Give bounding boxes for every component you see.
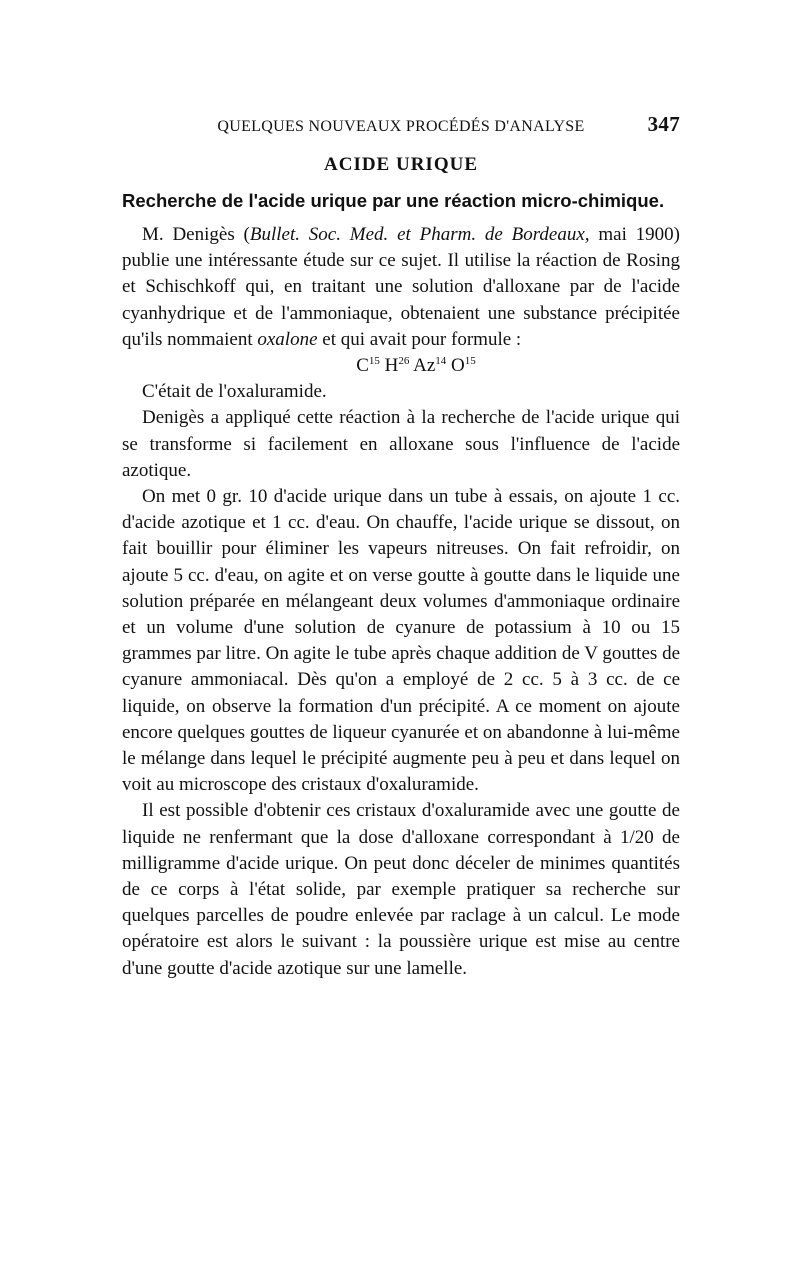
paragraph-2: C'était de l'oxaluramide. <box>142 381 327 403</box>
paragraph-1 <box>122 222 680 353</box>
formula-o: O <box>451 355 465 377</box>
p1-before: M. Denigès ( <box>142 224 250 245</box>
formula-o-count: 15 <box>464 355 476 368</box>
page-number: 347 <box>647 112 680 136</box>
chemical-formula <box>122 353 680 379</box>
paragraph-3: Denigès a appliqué cette réaction à la recherche de l'acide urique qui se transforme si facilement en alloxane sous l'influence de l'acide azotique. <box>122 407 680 481</box>
subheading: Recherche de l'acide urique par une réaction micro-chimique. <box>122 190 665 211</box>
formula-az-count: 14 <box>435 355 447 368</box>
running-title: QUELQUES NOUVEAUX PROCÉDÉS D'ANALYSE <box>217 118 585 135</box>
section-title: ACIDE URIQUE <box>324 154 478 175</box>
formula-h-count: 26 <box>398 355 410 368</box>
citation: Bullet. Soc. Med. et Pharm. de Bordeaux, <box>249 224 590 245</box>
formula-h: H <box>384 355 399 377</box>
formula-c-count: 15 <box>368 355 380 368</box>
paragraph-5: Il est possible d'obtenir ces cristaux d'oxaluramide avec une goutte de liquide ne renfermant que la dose d'alloxane correspondant à 1/20 de milligramme d'acide urique. On peut donc déceler de minimes quantités de ce corps à l'état solide, par exemple pratiquer sa recherche sur quelques parcelles de poudre enlevée par raclage à un calcul. Le mode opératoire est alors le suivant : la poussière urique est mise au centre d'une goutte d'acide azotique sur une lamelle. <box>122 800 680 979</box>
p1-middle: mai 1900) publie une intéressante étude sur ce sujet. Il utilise la réaction de Rosing et Schischkoff qui, en traitant une solution d'alloxane par de l'acide cyanhydrique et de l'ammoniaque, obtenaient une substance précipitée qu'ils nommaient <box>122 224 680 350</box>
p1-after: et qui avait pour formule : <box>317 328 522 350</box>
book-page <box>122 112 680 982</box>
paragraph-4: On met 0 gr. 10 d'acide urique dans un tube à essais, on ajoute 1 cc. d'acide azotique et 1 cc. d'eau. On chauffe, l'acide urique se dissout, on fait bouillir pour éliminer les vapeurs nitreuses. On fait refroidir, on ajoute 5 cc. d'eau, on agite et on verse goutte à goutte dans le liquide une solution préparée en mélangeant deux volumes d'ammoniaque ordinaire et un volume d'une solution de cyanure de potassium à 10 ou 15 grammes par litre. On agite le tube après chaque addition de V gouttes de cyanure ammoniacal. Dès qu'on a employé de 2 cc. 5 à 3 cc. de ce liquide, on observe la formation d'un précipité. A ce moment on ajoute encore quelques gouttes de liqueur cyanurée et on abandonne à lui-même le mélange dans lequel le précipité augmente peu à peu et dans lequel on voit au microscope des cristaux d'oxaluramide. <box>122 486 680 796</box>
formula-az: Az <box>413 355 436 377</box>
formula-c: C <box>356 355 369 377</box>
running-head <box>122 112 680 144</box>
term-oxalone: oxalone <box>257 328 318 350</box>
